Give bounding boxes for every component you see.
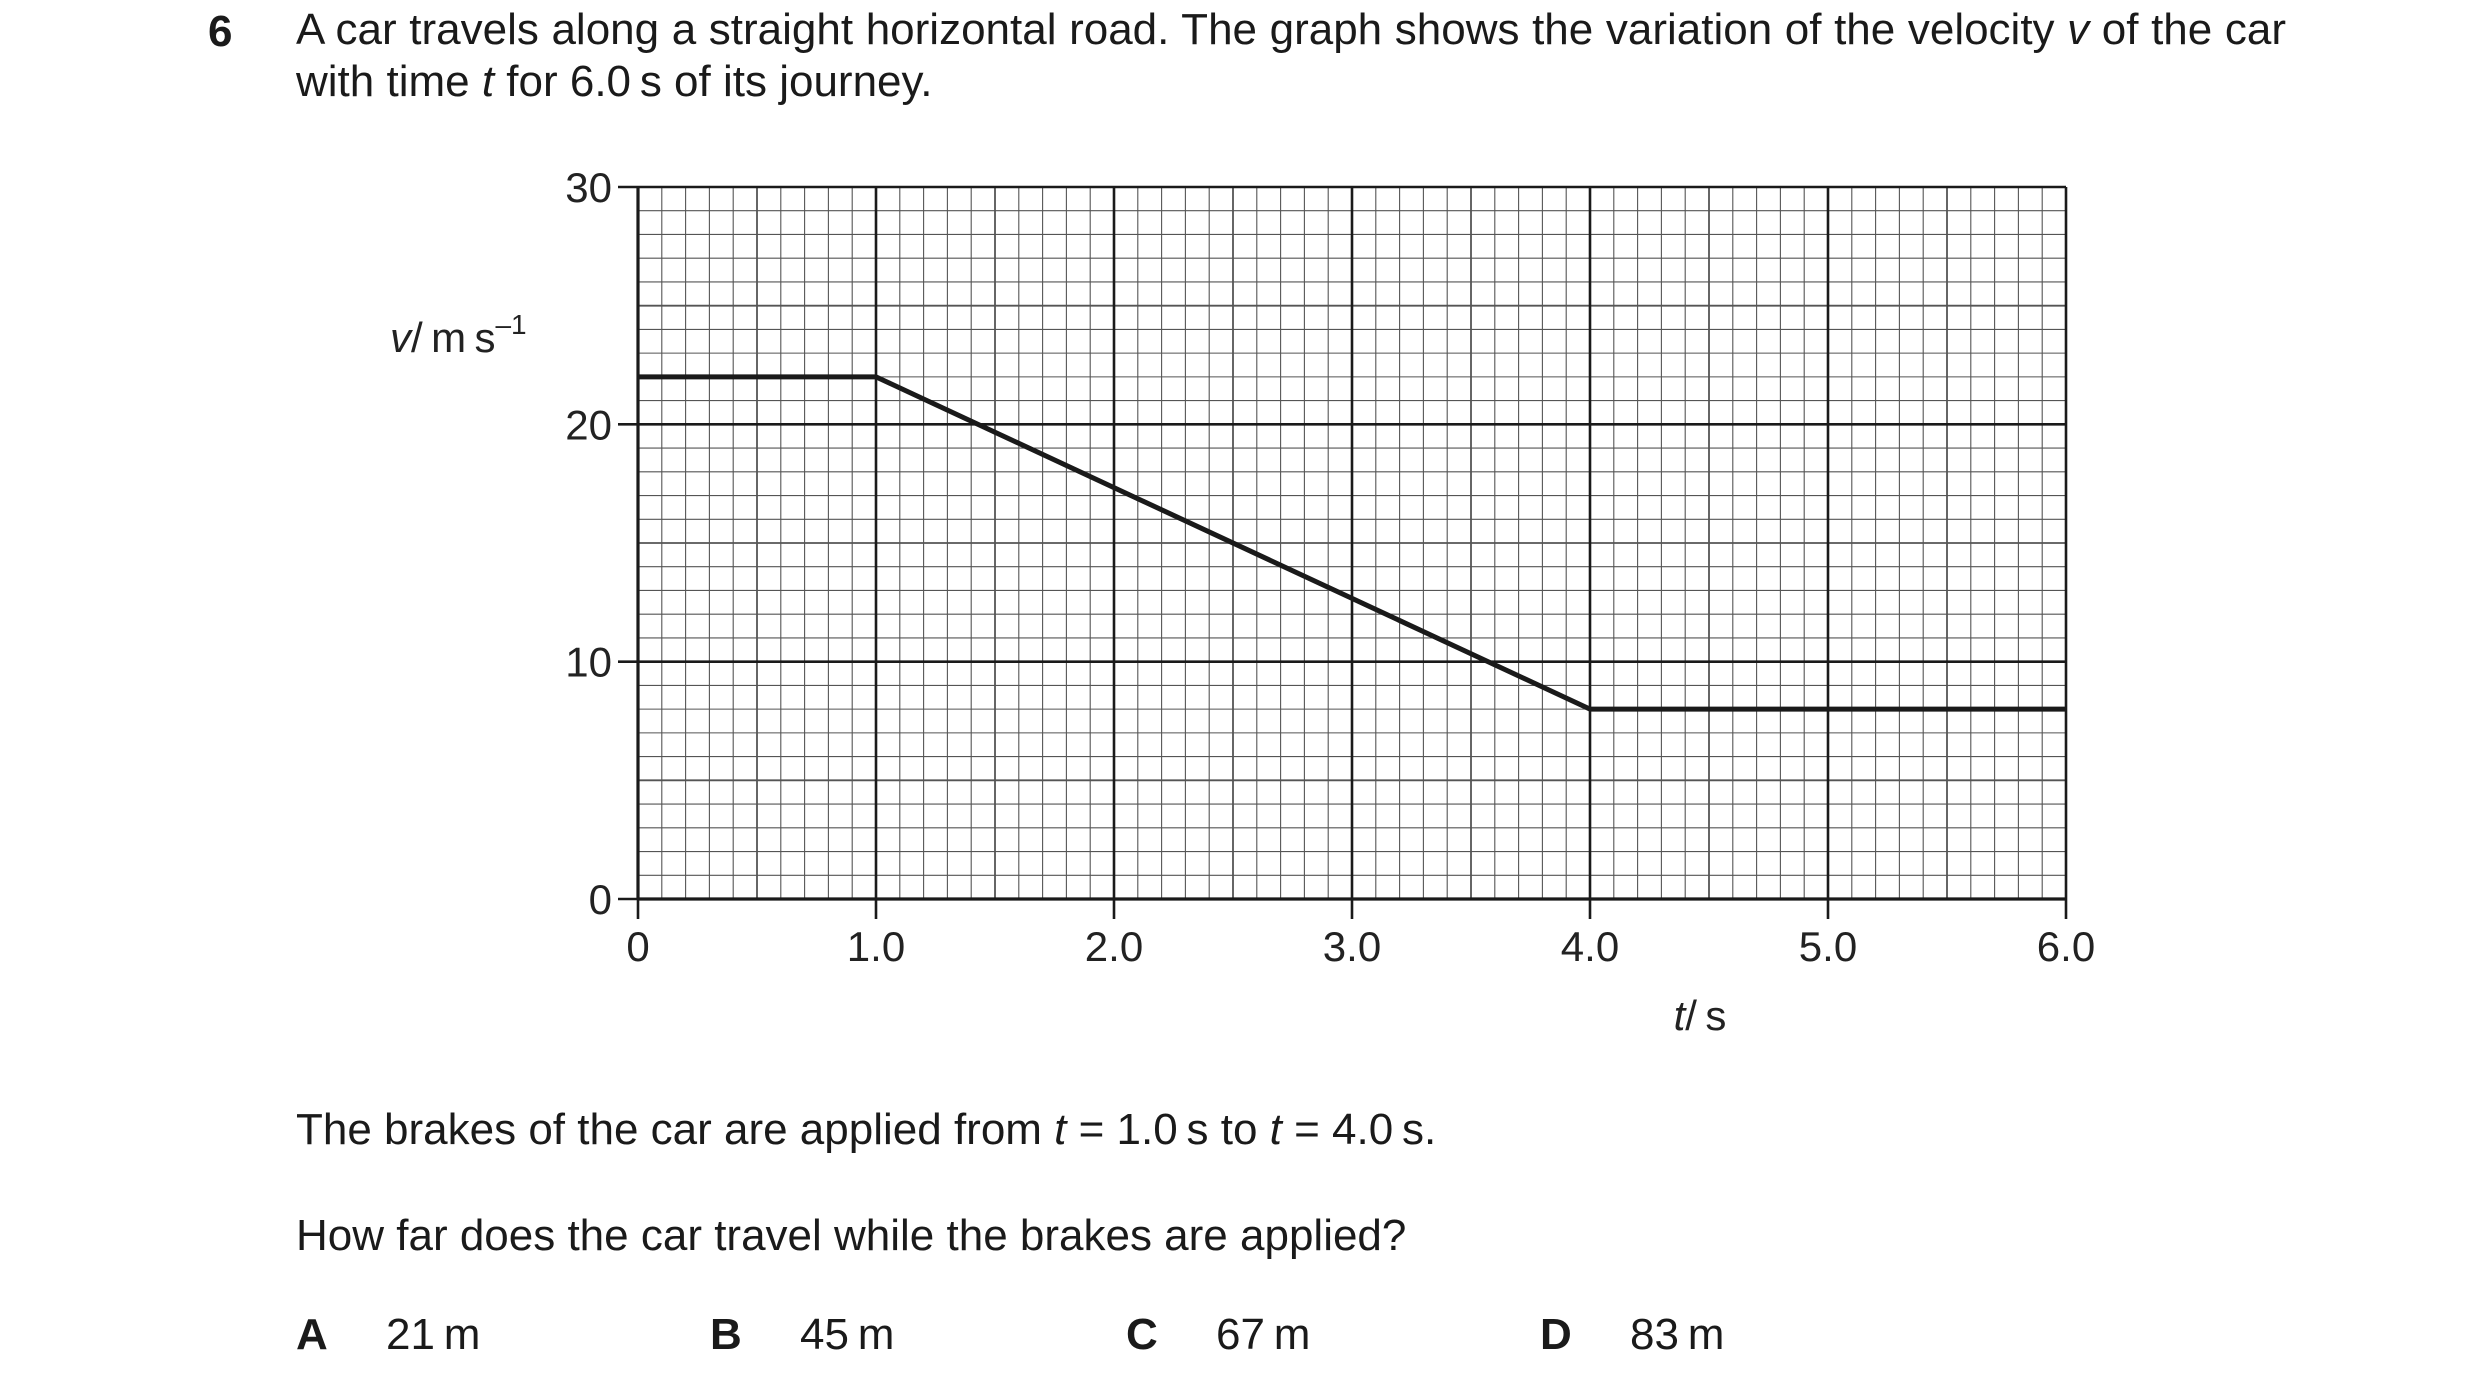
option-b[interactable] <box>710 1305 894 1365</box>
y-tick-label: 20 <box>565 401 612 449</box>
option-b-letter: B <box>710 1310 742 1359</box>
x-tick-label: 0 <box>626 923 650 970</box>
option-d-text: 83 m <box>1630 1310 1725 1359</box>
brakes-part3: = 4.0 s. <box>1281 1105 1437 1154</box>
option-a-text: 21 m <box>386 1310 481 1359</box>
x-tick-label: 1.0 <box>846 923 906 970</box>
option-c-text: 67 m <box>1216 1310 1311 1359</box>
question-number: 6 <box>208 7 233 56</box>
option-c-letter: C <box>1126 1310 1158 1359</box>
stem-var-t: t <box>481 57 495 106</box>
option-d[interactable] <box>1540 1305 1724 1365</box>
brakes-var2: t <box>1269 1105 1282 1154</box>
x-axis-label <box>1674 992 1727 1039</box>
y-axis-label-exponent: –1 <box>495 309 527 340</box>
y-tick-label: 10 <box>565 638 612 686</box>
stem-part3: for 6.0 s of its journey. <box>494 57 933 106</box>
brakes-part1: The brakes of the car are applied from <box>296 1105 1055 1154</box>
x-tick-label: 2.0 <box>1084 923 1144 970</box>
option-b-text: 45 m <box>800 1310 895 1359</box>
option-d-letter: D <box>1540 1310 1572 1359</box>
y-axis-label-unit: / m s <box>411 314 496 361</box>
x-tick-label: 5.0 <box>1798 923 1858 970</box>
question-prompt: How far does the car travel while the brakes are applied? <box>296 1211 1407 1260</box>
stem-var-v: v <box>2067 5 2090 54</box>
option-a[interactable] <box>296 1305 480 1365</box>
x-axis-label-unit: / s <box>1685 992 1727 1039</box>
x-tick-label: 4.0 <box>1560 923 1620 970</box>
option-a-letter: A <box>296 1310 328 1359</box>
brakes-statement <box>296 1102 1436 1158</box>
brakes-var1: t <box>1054 1105 1067 1154</box>
y-axis-label <box>390 309 527 361</box>
y-tick-label: 0 <box>588 876 612 923</box>
stem-part1: A car travels along a straight horizontal road. The graph shows the variation of the velocity <box>296 5 2068 54</box>
y-tick-label: 30 <box>565 164 612 211</box>
x-axis-label-var: t <box>1673 992 1686 1039</box>
brakes-part2: = 1.0 s to <box>1066 1105 1270 1154</box>
x-tick-label: 6.0 <box>2036 923 2096 970</box>
x-tick-label: 3.0 <box>1322 923 1382 970</box>
y-axis-label-var: v <box>390 314 411 361</box>
option-c[interactable] <box>1126 1305 1310 1365</box>
stem-part2: of the car with time <box>296 5 2286 106</box>
